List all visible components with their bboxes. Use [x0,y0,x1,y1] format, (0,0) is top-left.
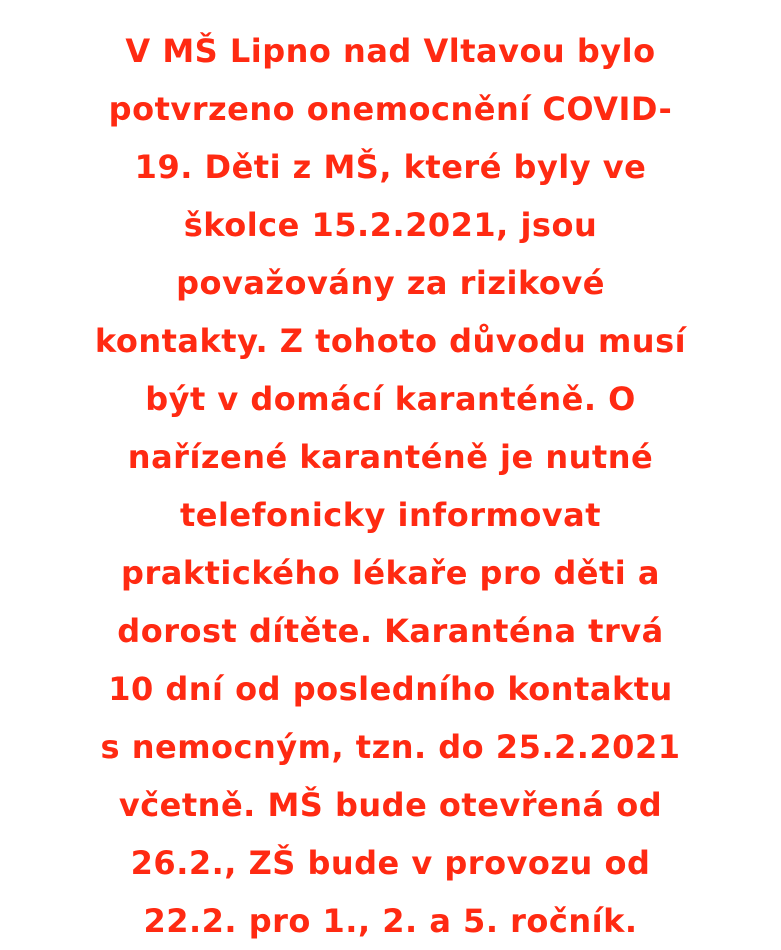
notice-line-15: 26.2., ZŠ bude v provozu od [130,844,651,882]
notice-line-3: 19. Děti z MŠ, které byly ve [134,148,647,186]
notice-line-4: školce 15.2.2021, jsou [183,206,598,244]
notice-line-8: nařízené karanténě je nutné [127,438,654,476]
notice-line-13: s nemocným, tzn. do 25.2.2021 [100,728,681,766]
notice-line-11: dorost dítěte. Karanténa trvá [117,612,664,650]
notice-line-14: včetně. MŠ bude otevřená od [118,786,663,824]
notice-line-10: praktického lékaře pro děti a [121,554,660,592]
notice-line-2: potvrzeno onemocnění COVID- [108,90,673,128]
notice-line-7: být v domácí karanténě. O [145,380,636,418]
covid-notice-text [0,22,781,950]
notice-line-1: V MŠ Lipno nad Vltavou bylo [125,32,656,70]
notice-line-5: považovány za rizikové [176,264,605,302]
notice-line-12: 10 dní od posledního kontaktu [108,670,673,708]
notice-line-6: kontakty. Z tohoto důvodu musí [94,322,687,360]
notice-line-16: 22.2. pro 1., 2. a 5. ročník. [143,902,638,940]
notice-line-9: telefonicky informovat [179,496,602,534]
